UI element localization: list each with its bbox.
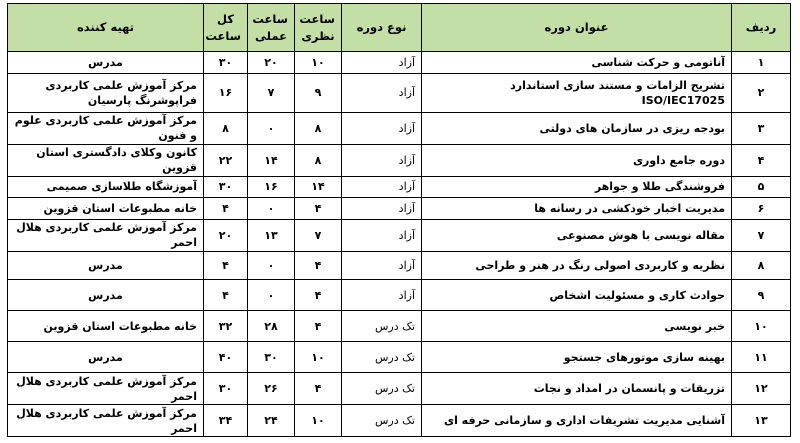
total-hours: ۴ [204, 251, 248, 280]
practical-hours: ۰ [248, 112, 295, 144]
table-row [8, 405, 791, 437]
course-title: حوادث کاری و مسئولیت اشخاص [422, 280, 732, 311]
header-row [8, 4, 791, 52]
theory-hours: ۴ [295, 311, 342, 342]
header-total-hours: کل ساعت [204, 4, 248, 52]
total-hours: ۳۰ [204, 176, 248, 198]
header-course-type: نوع دوره [342, 4, 422, 52]
theory-hours: ۷ [295, 219, 342, 251]
provider: مرکز آموزش علمی کاربردی هلال احمر [8, 219, 204, 251]
practical-hours: ۳۰ [248, 342, 295, 373]
course-type: آزاد [342, 112, 422, 144]
table-row [8, 251, 791, 280]
total-hours: ۴ [204, 198, 248, 220]
course-title: مقاله نویسی با هوش مصنوعی [422, 219, 732, 251]
row-number: ۵ [732, 176, 791, 198]
row-number: ۲ [732, 73, 791, 112]
theory-hours: ۱۴ [295, 176, 342, 198]
provider: مدرس [8, 342, 204, 373]
total-hours: ۸ [204, 112, 248, 144]
total-hours: ۱۶ [204, 73, 248, 112]
course-title: بودجه ریزی در سازمان های دولتی [422, 112, 732, 144]
provider: مرکز آموزش علمی کاربردی هلال احمر [8, 405, 204, 437]
course-type: تک درس [342, 311, 422, 342]
row-number: ۱۰ [732, 311, 791, 342]
course-title: تشریح الزامات و مستند سازی استاندارد ISO/IEC17025 [422, 73, 732, 112]
total-hours: ۴۰ [204, 342, 248, 373]
header-course-title: عنوان دوره [422, 4, 732, 52]
course-type: تک درس [342, 373, 422, 405]
table-row [8, 219, 791, 251]
course-title: دوره جامع داوری [422, 144, 732, 176]
theory-hours: ۸ [295, 144, 342, 176]
theory-hours: ۴ [295, 198, 342, 220]
row-number: ۹ [732, 280, 791, 311]
practical-hours: ۲۴ [248, 405, 295, 437]
provider: مرکز آموزش علمی کاربردی علوم و فنون [8, 112, 204, 144]
provider: مدرس [8, 251, 204, 280]
theory-hours: ۱۰ [295, 405, 342, 437]
row-number: ۱۲ [732, 373, 791, 405]
course-title: آشنایی مدیریت تشریفات اداری و سازمانی حرفه ای [422, 405, 732, 437]
provider: مرکز آموزش علمی کاربردی هلال احمر [8, 373, 204, 405]
course-type: آزاد [342, 280, 422, 311]
practical-hours: ۰ [248, 198, 295, 220]
practical-hours: ۲۰ [248, 52, 295, 74]
table-row [8, 52, 791, 74]
theory-hours: ۹ [295, 73, 342, 112]
total-hours: ۴ [204, 280, 248, 311]
practical-hours: ۰ [248, 280, 295, 311]
header-provider: تهیه کننده [8, 4, 204, 52]
provider: خانه مطبوعات استان قزوین [8, 311, 204, 342]
row-number: ۷ [732, 219, 791, 251]
course-type: آزاد [342, 219, 422, 251]
practical-hours: ۱۳ [248, 219, 295, 251]
row-number: ۱۳ [732, 405, 791, 437]
provider: مرکز آموزش علمی کاربردی فراپوشرنگ پارسیان [8, 73, 204, 112]
course-type: آزاد [342, 144, 422, 176]
table-row [8, 112, 791, 144]
course-title: نظریه و کاربردی اصولی رنگ در هنر و طراحی [422, 251, 732, 280]
course-type: آزاد [342, 73, 422, 112]
provider: آموزشگاه طلاسازی صمیمی [8, 176, 204, 198]
course-title: خبر نویسی [422, 311, 732, 342]
practical-hours: ۲۸ [248, 311, 295, 342]
table-row [8, 342, 791, 373]
row-number: ۸ [732, 251, 791, 280]
table-row [8, 144, 791, 176]
header-practical-hours: ساعت عملی [248, 4, 295, 52]
theory-hours: ۴ [295, 280, 342, 311]
practical-hours: ۱۴ [248, 144, 295, 176]
course-type: آزاد [342, 52, 422, 74]
row-number: ۳ [732, 112, 791, 144]
theory-hours: ۴ [295, 373, 342, 405]
course-type: تک درس [342, 342, 422, 373]
practical-hours: ۷ [248, 73, 295, 112]
row-number: ۱۱ [732, 342, 791, 373]
course-title: تزریقات و پانسمان در امداد و نجات [422, 373, 732, 405]
total-hours: ۳۲ [204, 311, 248, 342]
provider: مدرس [8, 280, 204, 311]
total-hours: ۲۲ [204, 144, 248, 176]
row-number: ۴ [732, 144, 791, 176]
header-row-number: ردیف [732, 4, 791, 52]
courses-table [7, 3, 791, 437]
course-type: آزاد [342, 198, 422, 220]
course-title: فروشندگی طلا و جواهر [422, 176, 732, 198]
practical-hours: ۰ [248, 251, 295, 280]
provider: مدرس [8, 52, 204, 74]
theory-hours: ۱۰ [295, 52, 342, 74]
total-hours: ۲۰ [204, 219, 248, 251]
theory-hours: ۴ [295, 251, 342, 280]
provider: کانون وکلای دادگستری استان قزوین [8, 144, 204, 176]
table-row [8, 373, 791, 405]
course-title: مدیریت اخبار خودکشی در رسانه ها [422, 198, 732, 220]
course-title: بهینه سازی موتورهای جستجو [422, 342, 732, 373]
course-type: آزاد [342, 176, 422, 198]
total-hours: ۳۴ [204, 405, 248, 437]
table-row [8, 280, 791, 311]
total-hours: ۳۰ [204, 52, 248, 74]
practical-hours: ۱۶ [248, 176, 295, 198]
header-theory-hours: ساعت نظری [295, 4, 342, 52]
theory-hours: ۱۰ [295, 342, 342, 373]
theory-hours: ۸ [295, 112, 342, 144]
practical-hours: ۲۶ [248, 373, 295, 405]
table-row [8, 311, 791, 342]
provider: خانه مطبوعات استان قزوین [8, 198, 204, 220]
total-hours: ۳۰ [204, 373, 248, 405]
row-number: ۱ [732, 52, 791, 74]
row-number: ۶ [732, 198, 791, 220]
course-title: آناتومی و حرکت شناسی [422, 52, 732, 74]
table-row [8, 198, 791, 220]
table-row [8, 176, 791, 198]
course-type: آزاد [342, 251, 422, 280]
course-type: تک درس [342, 405, 422, 437]
table-row [8, 73, 791, 112]
